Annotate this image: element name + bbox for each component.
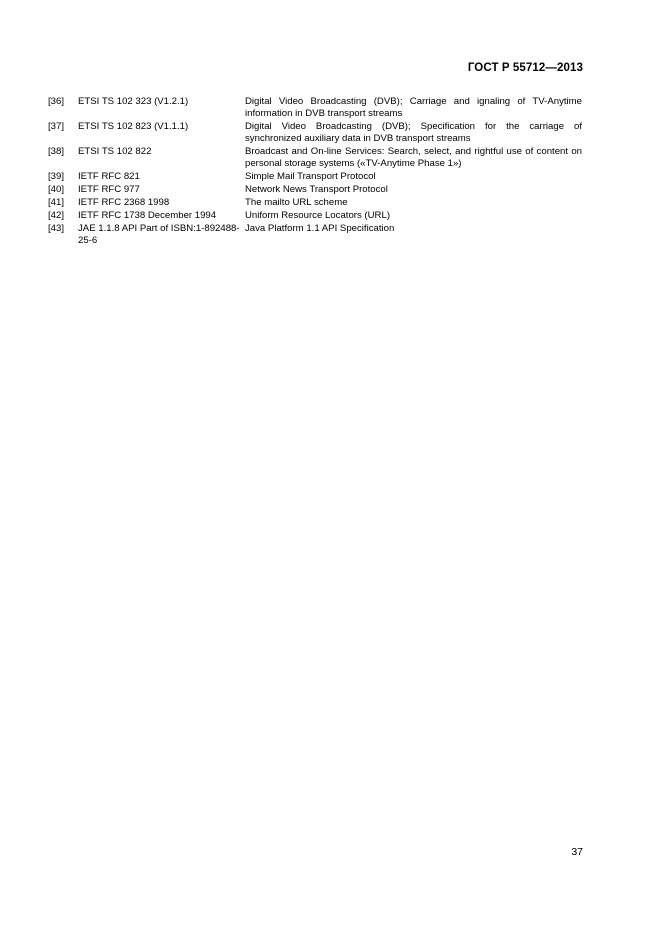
reference-number: [40] xyxy=(48,184,65,195)
reference-title: Broadcast and On-line Services: Search, select, and rightful use of content on personal storage systems («TV-Anytime Phase 1») xyxy=(245,146,582,169)
reference-identifier: JAE 1.1.8 API Part of ISBN:1-892488-25-6 xyxy=(78,223,240,246)
reference-row xyxy=(48,210,582,222)
reference-title: Digital Video Broadcasting (DVB); Specification for the carriage of synchronized auxiliary data in DVB transport streams xyxy=(245,121,582,144)
page-number: 37 xyxy=(571,846,583,858)
reference-identifier: IETF RFC 821 xyxy=(78,171,140,182)
reference-identifier: ETSI TS 102 323 (V1.2.1) xyxy=(78,96,189,107)
bibliography-list xyxy=(48,96,582,248)
reference-row xyxy=(48,171,582,183)
reference-row xyxy=(48,146,582,169)
reference-title: Java Platform 1.1 API Specification xyxy=(245,223,395,234)
reference-row xyxy=(48,121,582,144)
reference-row xyxy=(48,197,582,209)
reference-title: Uniform Resource Locators (URL) xyxy=(245,210,391,221)
reference-number: [38] xyxy=(48,146,65,157)
reference-number: [42] xyxy=(48,210,65,221)
reference-number: [43] xyxy=(48,223,65,234)
reference-number: [36] xyxy=(48,96,65,107)
reference-number: [39] xyxy=(48,171,65,182)
reference-title: The mailto URL scheme xyxy=(245,197,348,208)
reference-number: [37] xyxy=(48,121,65,132)
reference-row xyxy=(48,184,582,196)
reference-title: Digital Video Broadcasting (DVB); Carriage and ignaling of TV-Anytime information in DVB transport streams xyxy=(245,96,582,119)
reference-identifier: IETF RFC 1738 December 1994 xyxy=(78,210,217,221)
reference-identifier: ETSI TS 102 823 (V1.1.1) xyxy=(78,121,189,132)
reference-title: Simple Mail Transport Protocol xyxy=(245,171,376,182)
reference-row xyxy=(48,223,582,246)
reference-title: Network News Transport Protocol xyxy=(245,184,388,195)
reference-row xyxy=(48,96,582,119)
reference-identifier: IETF RFC 977 xyxy=(78,184,140,195)
reference-identifier: ETSI TS 102 822 xyxy=(78,146,152,157)
reference-number: [41] xyxy=(48,197,65,208)
reference-identifier: IETF RFC 2368 1998 xyxy=(78,197,170,208)
page-header-standard-code: ГОСТ Р 55712—2013 xyxy=(467,62,583,74)
